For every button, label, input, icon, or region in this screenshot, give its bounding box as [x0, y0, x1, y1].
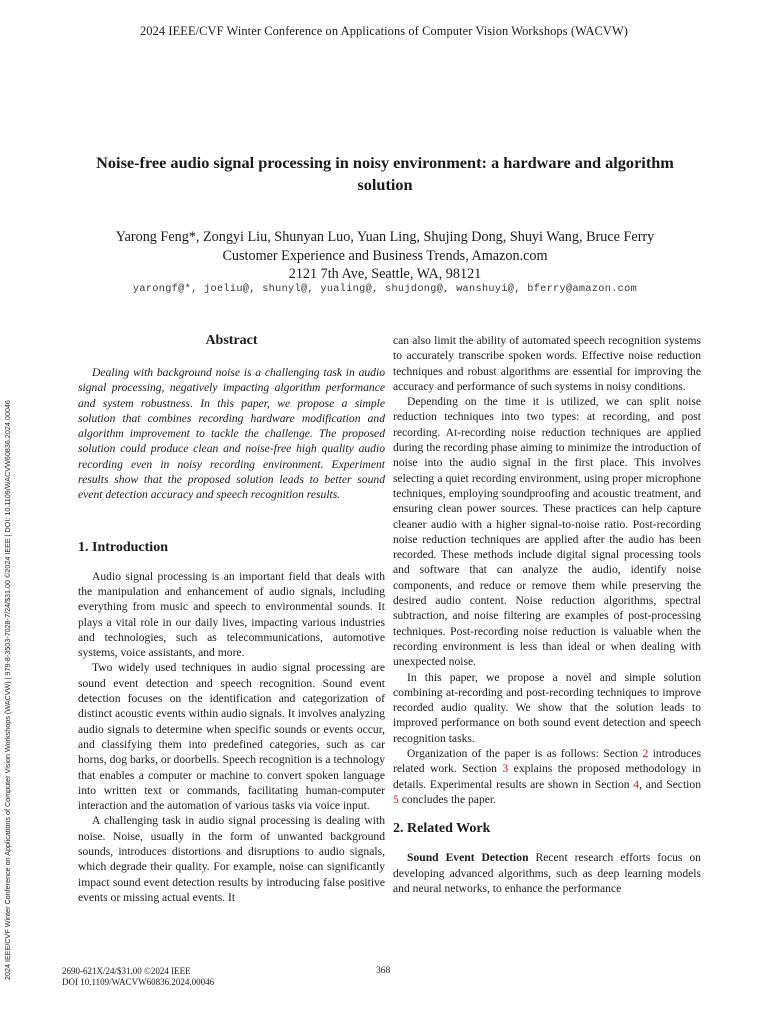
footer-doi: DOI 10.1109/WACVW60836.2024.00046 [62, 977, 215, 987]
footer-issn: 2690-621X/24/$31.00 ©2024 IEEE [62, 966, 191, 976]
section-3-link[interactable]: 3 [502, 762, 509, 776]
right-column [393, 333, 701, 896]
related-work-heading: 2. Related Work [393, 821, 491, 837]
intro-paragraph-5: In this paper, we propose a novel and simple solution combining at-recording and post-recording techniques to improve recorded audio quality. We show that the solution leads to improved performance on both sound event detection and speech recognition tasks. [393, 670, 701, 745]
author-block [40, 228, 730, 284]
footer-copyright [62, 966, 214, 988]
intro-paragraph-1: Audio signal processing is an important field that deals with the manipulation and enhancement of audio signals, including everything from music and speech to environmental sounds. It plays a vital role in our daily lives, impacting various industries and technologies, such as telecommunications, automotive systems, voice assistants, and more. [78, 569, 385, 660]
organization-text-b: introduces related work. Section [393, 747, 701, 776]
related-work-text: Recent research efforts focus on developing advanced algorithms, such as deep learning models and neural networks, to enhance the performance [393, 851, 701, 895]
intro-paragraph-3: A challenging task in audio signal processing is dealing with noise. Noise, usually in the form of unwanted background sounds, introduces distortions and disruptions to audio signals, which degrade their quality. For example, noise can significantly impact sound event detection results by introducing false positive events or missing actual events. It [78, 814, 385, 904]
organization-text-e: concludes the paper. [398, 792, 497, 806]
abstract-heading: Abstract [205, 333, 258, 348]
conference-header: 2024 IEEE/CVF Winter Conference on Applications of Computer Vision Workshops (WACVW) [140, 24, 628, 38]
section-5-link[interactable]: 5 [393, 792, 399, 806]
intro-paragraph-4: Depending on the time it is utilized, we can split noise reduction techniques into two types: at recording, and post recording. At-recording noise reduction techniques are applied during the recording phase aiming to minimize the introduction of noise into the audio signal in the first place. This involves selecting a quiet recording environment, using proper microphone techniques, employing soundproofing and acoustic treatment, and ensuring clean power sources. These practices can help capture cleaner audio with a higher signal-to-noise ratio. Post-recording noise reduction techniques are applied after the audio has been recorded. These methods include digital signal processing tools and software that can analyze the audio, identify noise components, and reduce or remove them while preserving the desired audio content. Noise reduction algorithms, spectral subtraction, and noise filtering are examples of post-processing techniques. Post-recording noise reduction is valuable when the recording environment is less than ideal or when dealing with unexpected noise. [393, 395, 701, 669]
organization-text-c: explains the proposed methodology in details. Experimental results are shown in Section [393, 762, 702, 791]
section-2-link[interactable]: 2 [642, 747, 649, 761]
introduction-heading: 1. Introduction [78, 539, 168, 555]
sound-event-detection-subheading: Sound Event Detection [407, 851, 529, 865]
paper-title: Noise-free audio signal processing in noisy environment: a hardware and algorithm solution [96, 153, 674, 194]
intro-paragraph-organization [393, 746, 701, 807]
address: 2121 7th Ave, Seattle, WA, 98121 [288, 266, 482, 282]
page-number: 368 [376, 966, 391, 976]
organization-text-a: Organization of the paper is as follows: Section [407, 747, 643, 761]
abstract-text: Dealing with background noise is a challenging task in audio signal processing, negatively impacting algorithm performance and system robustness. In this paper, we propose a simple solution that combines recording hardware modification and algorithm improvement to tackle the challenge. The proposed solution could produce clean and noise-free high quality audio recording even in noisy recording environment. Experiment results show that the proposed solution leads to better sound event detection accuracy and speech recognition results. [78, 366, 385, 502]
side-citation-strip: 2024 IEEE/CVF Winter Conference on Applications of Computer Vision Workshops (WACVW) | 979-8-3503-7028-7/24/$31.00 ©2024 IEEE | DOI: 10.1109/WACVW60836.2024.00046 [3, 400, 12, 980]
left-column [78, 333, 385, 905]
intro-paragraph-3-continued: can also limit the ability of automated speech recognition systems to accurately transcribe spoken words. Effective noise reduction techniques and robust algorithms are essential for improving the accuracy and performance of such systems in noisy conditions. [393, 334, 701, 393]
organization-text-d: , and Section [639, 777, 701, 791]
author-emails: yarongf@*, joeliu@, shunyl@, yualing@, shujdong@, wanshuyi@, bferry@amazon.com [132, 284, 638, 295]
related-work-paragraph [393, 850, 701, 896]
intro-paragraph-2: Two widely used techniques in audio signal processing are sound event detection and speech recognition. Sound event detection focuses on the identification and categorization of distinct acoustic events within audio signals. It involves analyzing audio signals to determine when specific sounds or events occur, and classifying them into predefined categories, such as car horns, dog barks, or doorbells. Speech recognition is a technology that enables a computer or machine to convert spoken language into written text or commands, facilitating human-computer interaction and the automation of various tasks via voice input. [78, 661, 385, 813]
affiliation: Customer Experience and Business Trends, Amazon.com [222, 247, 548, 264]
author-list: Yarong Feng*, Zongyi Liu, Shunyan Luo, Yuan Ling, Shujing Dong, Shuyi Wang, Bruce Ferry [115, 229, 655, 245]
section-4-link[interactable]: 4 [633, 777, 640, 791]
